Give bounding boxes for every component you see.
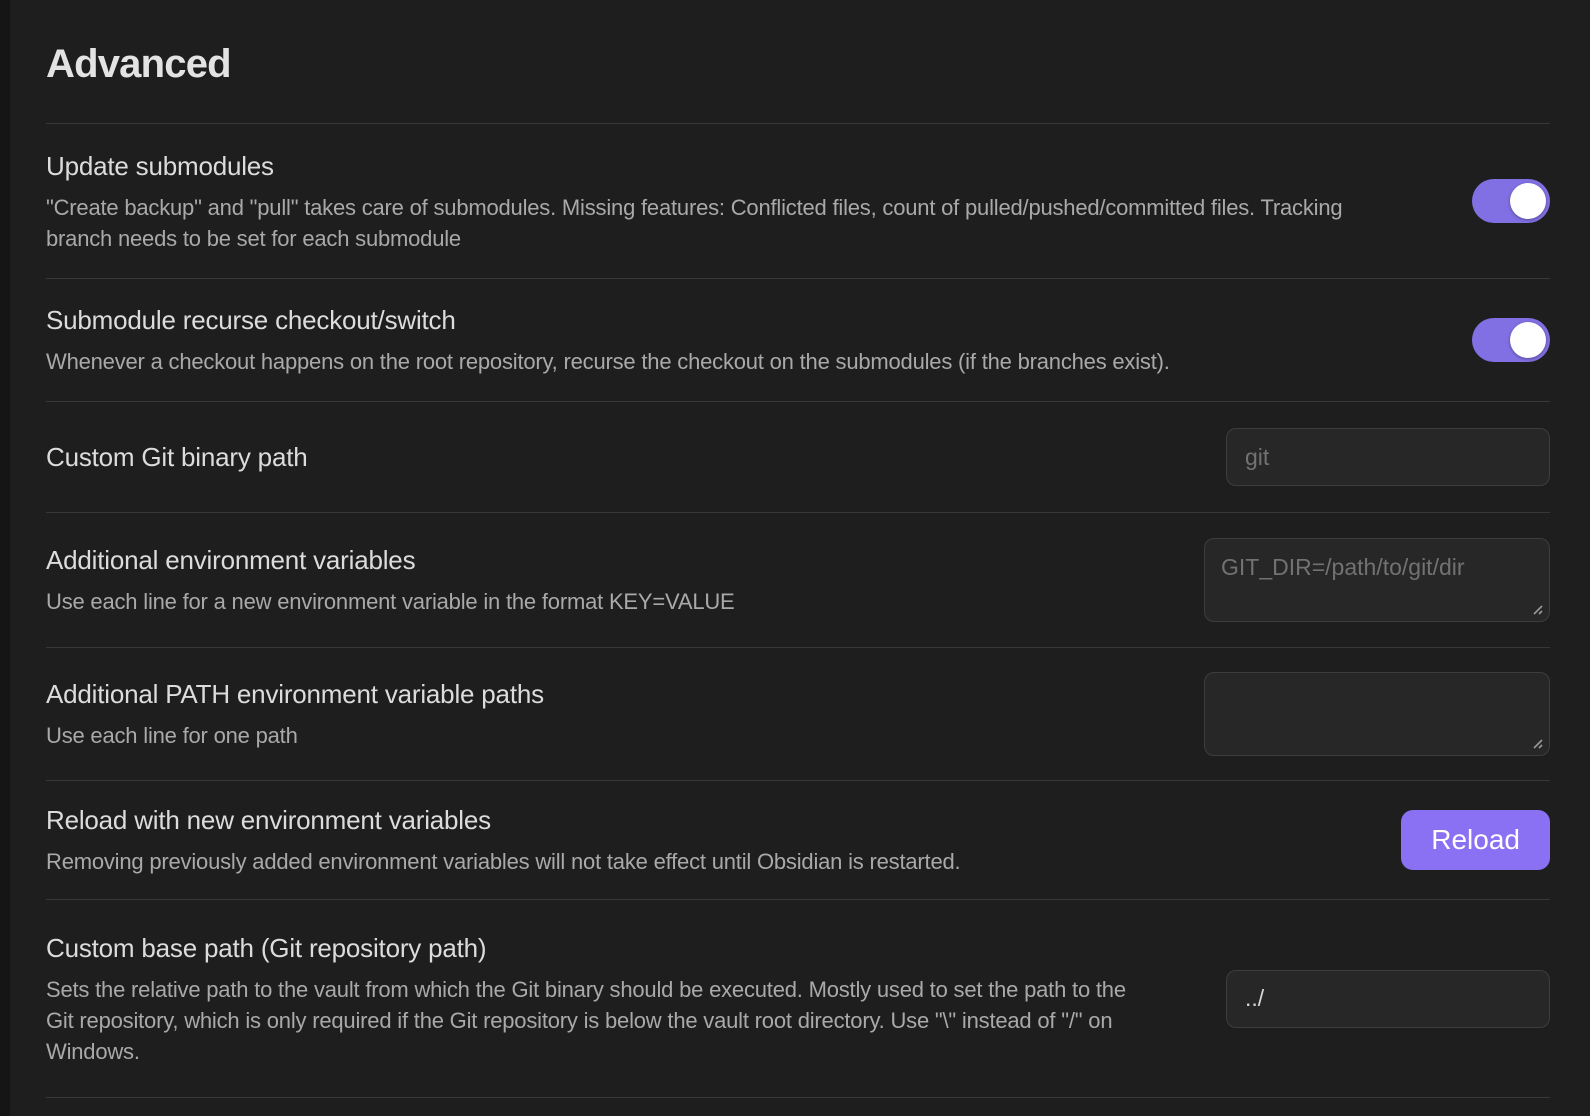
setting-row-env-variables (46, 512, 1550, 647)
setting-description: Use each line for one path (46, 723, 298, 748)
custom-base-path-input[interactable] (1226, 970, 1550, 1028)
path-variables-textarea[interactable] (1204, 672, 1550, 756)
reload-button[interactable]: Reload (1401, 810, 1550, 870)
setting-name: Custom base path (Git repository path) (46, 932, 487, 963)
resize-handle-icon[interactable] (1528, 600, 1544, 616)
page-title: Advanced (46, 42, 231, 86)
setting-name: Reload with new environment variables (46, 805, 491, 835)
setting-info (46, 418, 1226, 496)
setting-info (46, 909, 1226, 1089)
setting-control (1226, 970, 1550, 1028)
setting-name: Custom Git binary path (46, 442, 308, 472)
setting-control (1472, 179, 1550, 223)
setting-description: Removing previously added environment variables will not take effect until Obsidian is restarted. (46, 849, 961, 874)
update-submodules-toggle[interactable] (1472, 179, 1550, 223)
git-binary-path-input[interactable] (1226, 428, 1550, 486)
setting-info (46, 655, 1204, 773)
setting-info (46, 521, 1204, 639)
setting-name: Update submodules (46, 150, 274, 181)
setting-control (1226, 428, 1550, 486)
setting-name: Submodule recurse checkout/switch (46, 305, 456, 335)
toggle-knob (1510, 183, 1546, 219)
setting-row-path-variables (46, 647, 1550, 780)
setting-row-custom-base-path (46, 899, 1550, 1098)
setting-name: Additional PATH environment variable paths (46, 679, 544, 709)
setting-control (1204, 672, 1550, 756)
env-variables-textarea-wrap (1204, 538, 1550, 622)
toggle-knob (1510, 322, 1546, 358)
setting-control (1204, 538, 1550, 622)
setting-control (1401, 810, 1550, 870)
setting-description: Use each line for a new environment variable in the format KEY=VALUE (46, 589, 735, 614)
setting-info (46, 127, 1472, 276)
setting-info (46, 781, 1401, 899)
setting-info (46, 281, 1472, 399)
setting-description: Sets the relative path to the vault from which the Git binary should be executed. Mostly used to set the path to the Git repository, which is only required if the Git repository is below the vault root directory. Use "\" instead of "/" on Windows. (46, 976, 1126, 1064)
setting-row-git-binary-path (46, 401, 1550, 512)
setting-row-update-submodules (46, 123, 1550, 278)
setting-row-reload-env (46, 780, 1550, 899)
setting-control (1472, 318, 1550, 362)
resize-handle-icon[interactable] (1528, 734, 1544, 750)
setting-description: "Create backup" and "pull" takes care of submodules. Missing features: Conflicted files, count of pulled/pushed/committed files. Tracking branch needs to be set for each submodule (46, 194, 1343, 251)
setting-name: Additional environment variables (46, 545, 416, 575)
path-variables-textarea-wrap (1204, 672, 1550, 756)
env-variables-textarea[interactable] (1204, 538, 1550, 622)
submodule-recurse-toggle[interactable] (1472, 318, 1550, 362)
setting-description: Whenever a checkout happens on the root repository, recurse the checkout on the submodules (if the branches exist). (46, 349, 1170, 374)
setting-row-submodule-recurse (46, 278, 1550, 401)
